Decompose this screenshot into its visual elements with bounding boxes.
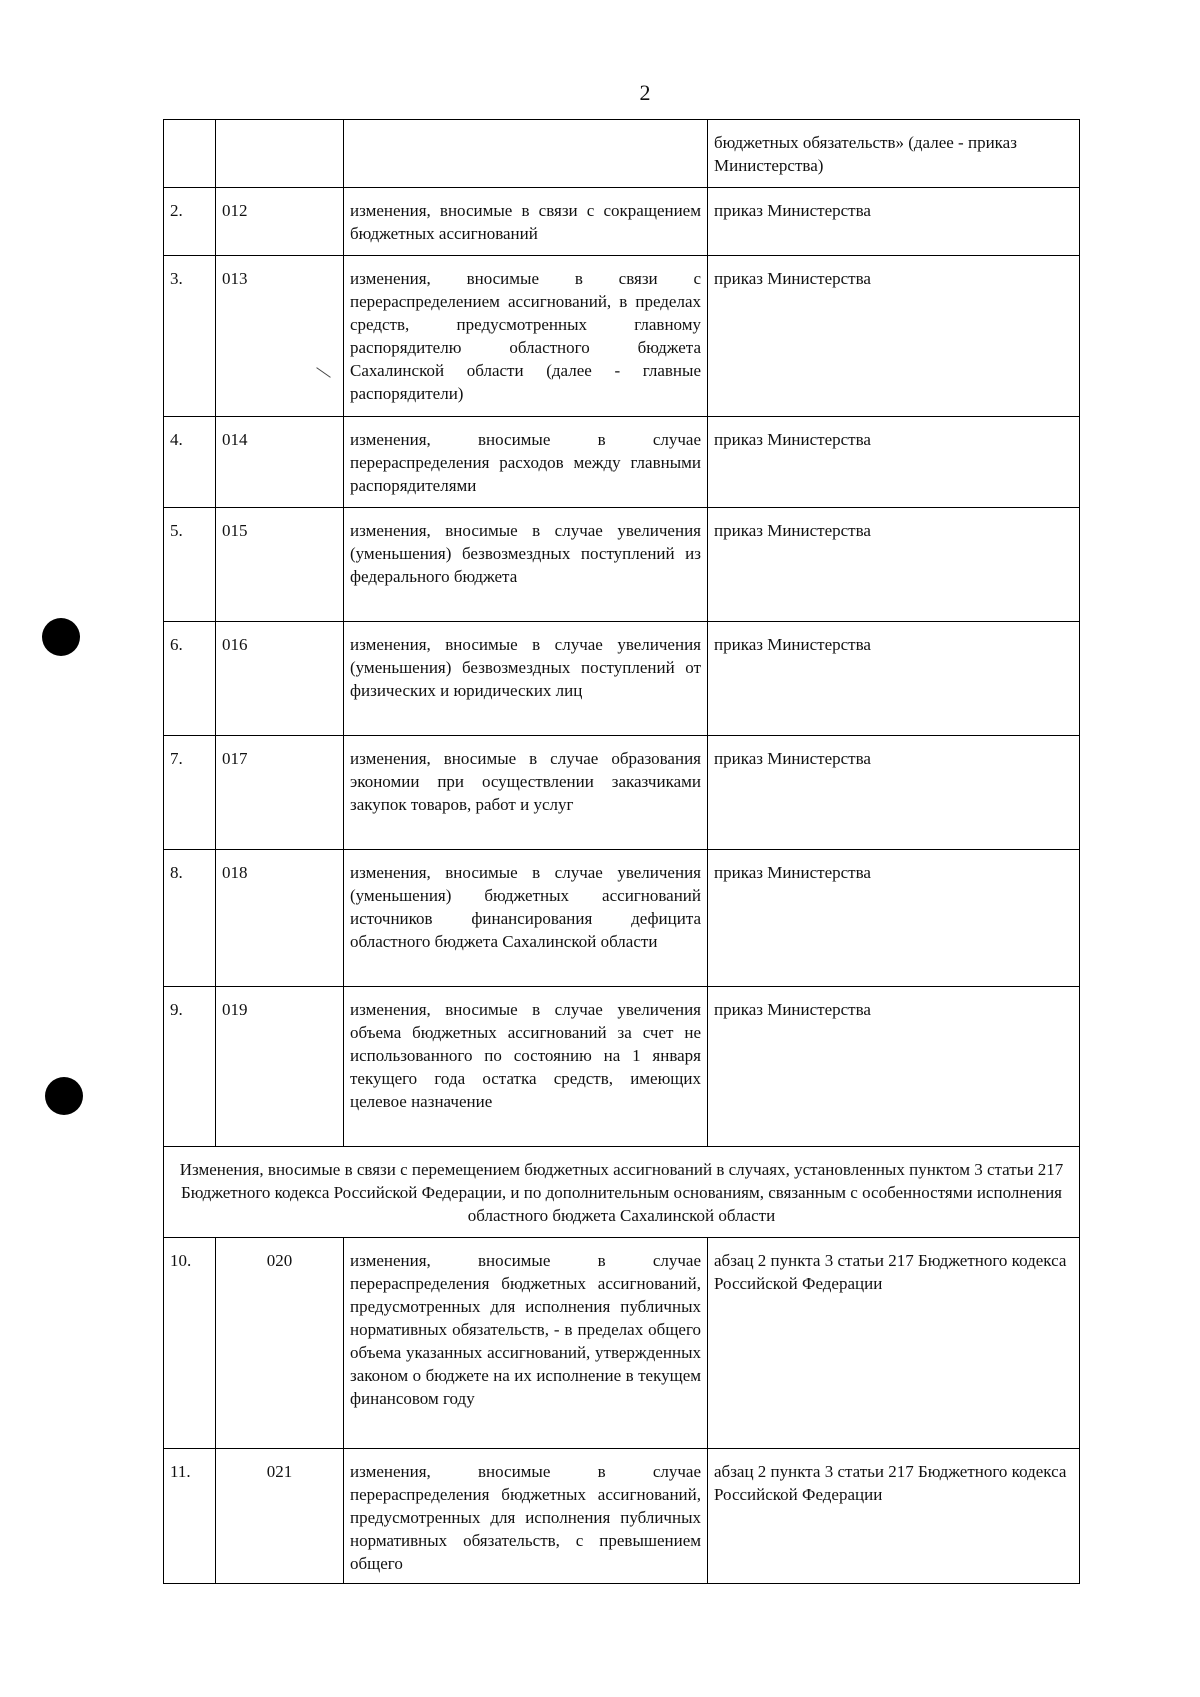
row-basis-cell: приказ Министерства: [708, 736, 1080, 850]
row-number-cell: 11.: [164, 1449, 216, 1584]
punch-hole-mark: [42, 618, 80, 656]
section-heading: Изменения, вносимые в связи с перемещением бюджетных ассигнований в случаях, установленных пунктом 3 статьи 217 Бюджетного кодекса Российской Федерации, и по дополнительным основаниям, связанным с особенностями исполнения областного бюджета Сахалинской области: [164, 1147, 1080, 1238]
page-number: 2: [639, 80, 651, 105]
row-code-cell: 012: [216, 188, 344, 256]
section-heading-row: [164, 1147, 1080, 1238]
row-basis-cell: приказ Министерства: [708, 508, 1080, 622]
row-description-cell: изменения, вносимые в случае перераспределения бюджетных ассигнований, предусмотренных для исполнения публичных нормативных обязательств, - в пределах общего объема указанных ассигнований, утвержденных законом о бюджете на их исполнение в текущем финансовом году: [344, 1238, 708, 1449]
row-basis-cell: приказ Министерства: [708, 987, 1080, 1147]
table-row: [164, 120, 1080, 188]
row-basis-cell: приказ Министерства: [708, 417, 1080, 508]
row-basis-cell: приказ Министерства: [708, 622, 1080, 736]
table-row: [164, 417, 1080, 508]
table-row: [164, 1238, 1080, 1449]
row-description-cell: изменения, вносимые в случае увеличения объема бюджетных ассигнований за счет не использованного по состоянию на 1 января текущего года остатка средств, имеющих целевое назначение: [344, 987, 708, 1147]
table-row: [164, 850, 1080, 987]
row-number-cell: 6.: [164, 622, 216, 736]
row-code-cell: 016: [216, 622, 344, 736]
row-number-cell: 3.: [164, 256, 216, 417]
row-description-cell: изменения, вносимые в случае увеличения (уменьшения) безвозмездных поступлений от физических и юридических лиц: [344, 622, 708, 736]
table-row: [164, 188, 1080, 256]
row-basis-cell: приказ Министерства: [708, 188, 1080, 256]
row-number-cell: 8.: [164, 850, 216, 987]
row-description-cell: изменения, вносимые в случае увеличения (уменьшения) безвозмездных поступлений из федерального бюджета: [344, 508, 708, 622]
row-number-cell: 4.: [164, 417, 216, 508]
row-code-cell: 018: [216, 850, 344, 987]
row-number-cell: 5.: [164, 508, 216, 622]
row-description-cell: изменения, вносимые в случае перераспределения бюджетных ассигнований, предусмотренных для исполнения публичных нормативных обязательств, с превышением общего: [344, 1449, 708, 1584]
row-description-cell: изменения, вносимые в связи с перераспределением ассигнований, в пределах средств, предусмотренных главному распорядителю областного бюджета Сахалинской области (далее - главные распорядители): [344, 256, 708, 417]
row-description-cell: изменения, вносимые в случае перераспределения расходов между главными распорядителями: [344, 417, 708, 508]
table-row: [164, 508, 1080, 622]
row-number-cell: 10.: [164, 1238, 216, 1449]
table-row: [164, 256, 1080, 417]
row-number-cell: 7.: [164, 736, 216, 850]
row-code-cell: [216, 120, 344, 188]
row-basis-cell: абзац 2 пункта 3 статьи 217 Бюджетного кодекса Российской Федерации: [708, 1238, 1080, 1449]
row-basis-cell: приказ Министерства: [708, 256, 1080, 417]
row-number-cell: 9.: [164, 987, 216, 1147]
row-basis-cell: абзац 2 пункта 3 статьи 217 Бюджетного кодекса Российской Федерации: [708, 1449, 1080, 1584]
row-number-cell: [164, 120, 216, 188]
row-basis-cell: приказ Министерства: [708, 850, 1080, 987]
row-description-cell: изменения, вносимые в связи с сокращением бюджетных ассигнований: [344, 188, 708, 256]
budget-changes-table: [163, 119, 1080, 1584]
table-row: [164, 987, 1080, 1147]
row-description-cell: изменения, вносимые в случае увеличения (уменьшения) бюджетных ассигнований источников финансирования дефицита областного бюджета Сахалинской области: [344, 850, 708, 987]
row-number-cell: 2.: [164, 188, 216, 256]
row-code-cell: 021: [216, 1449, 344, 1584]
table-row: [164, 736, 1080, 850]
row-code-cell: 019: [216, 987, 344, 1147]
table-row: [164, 1449, 1080, 1584]
row-code-cell: 020: [216, 1238, 344, 1449]
row-code-cell: 015: [216, 508, 344, 622]
row-description-cell: изменения, вносимые в случае образования экономии при осуществлении заказчиками закупок товаров, работ и услуг: [344, 736, 708, 850]
row-code-cell: 017: [216, 736, 344, 850]
punch-hole-mark: [45, 1077, 83, 1115]
table-row: [164, 622, 1080, 736]
row-code-cell: 013: [216, 256, 344, 417]
row-description-cell: [344, 120, 708, 188]
row-basis-cell: бюджетных обязательств» (далее - приказ Министерства): [708, 120, 1080, 188]
row-code-cell: 014: [216, 417, 344, 508]
